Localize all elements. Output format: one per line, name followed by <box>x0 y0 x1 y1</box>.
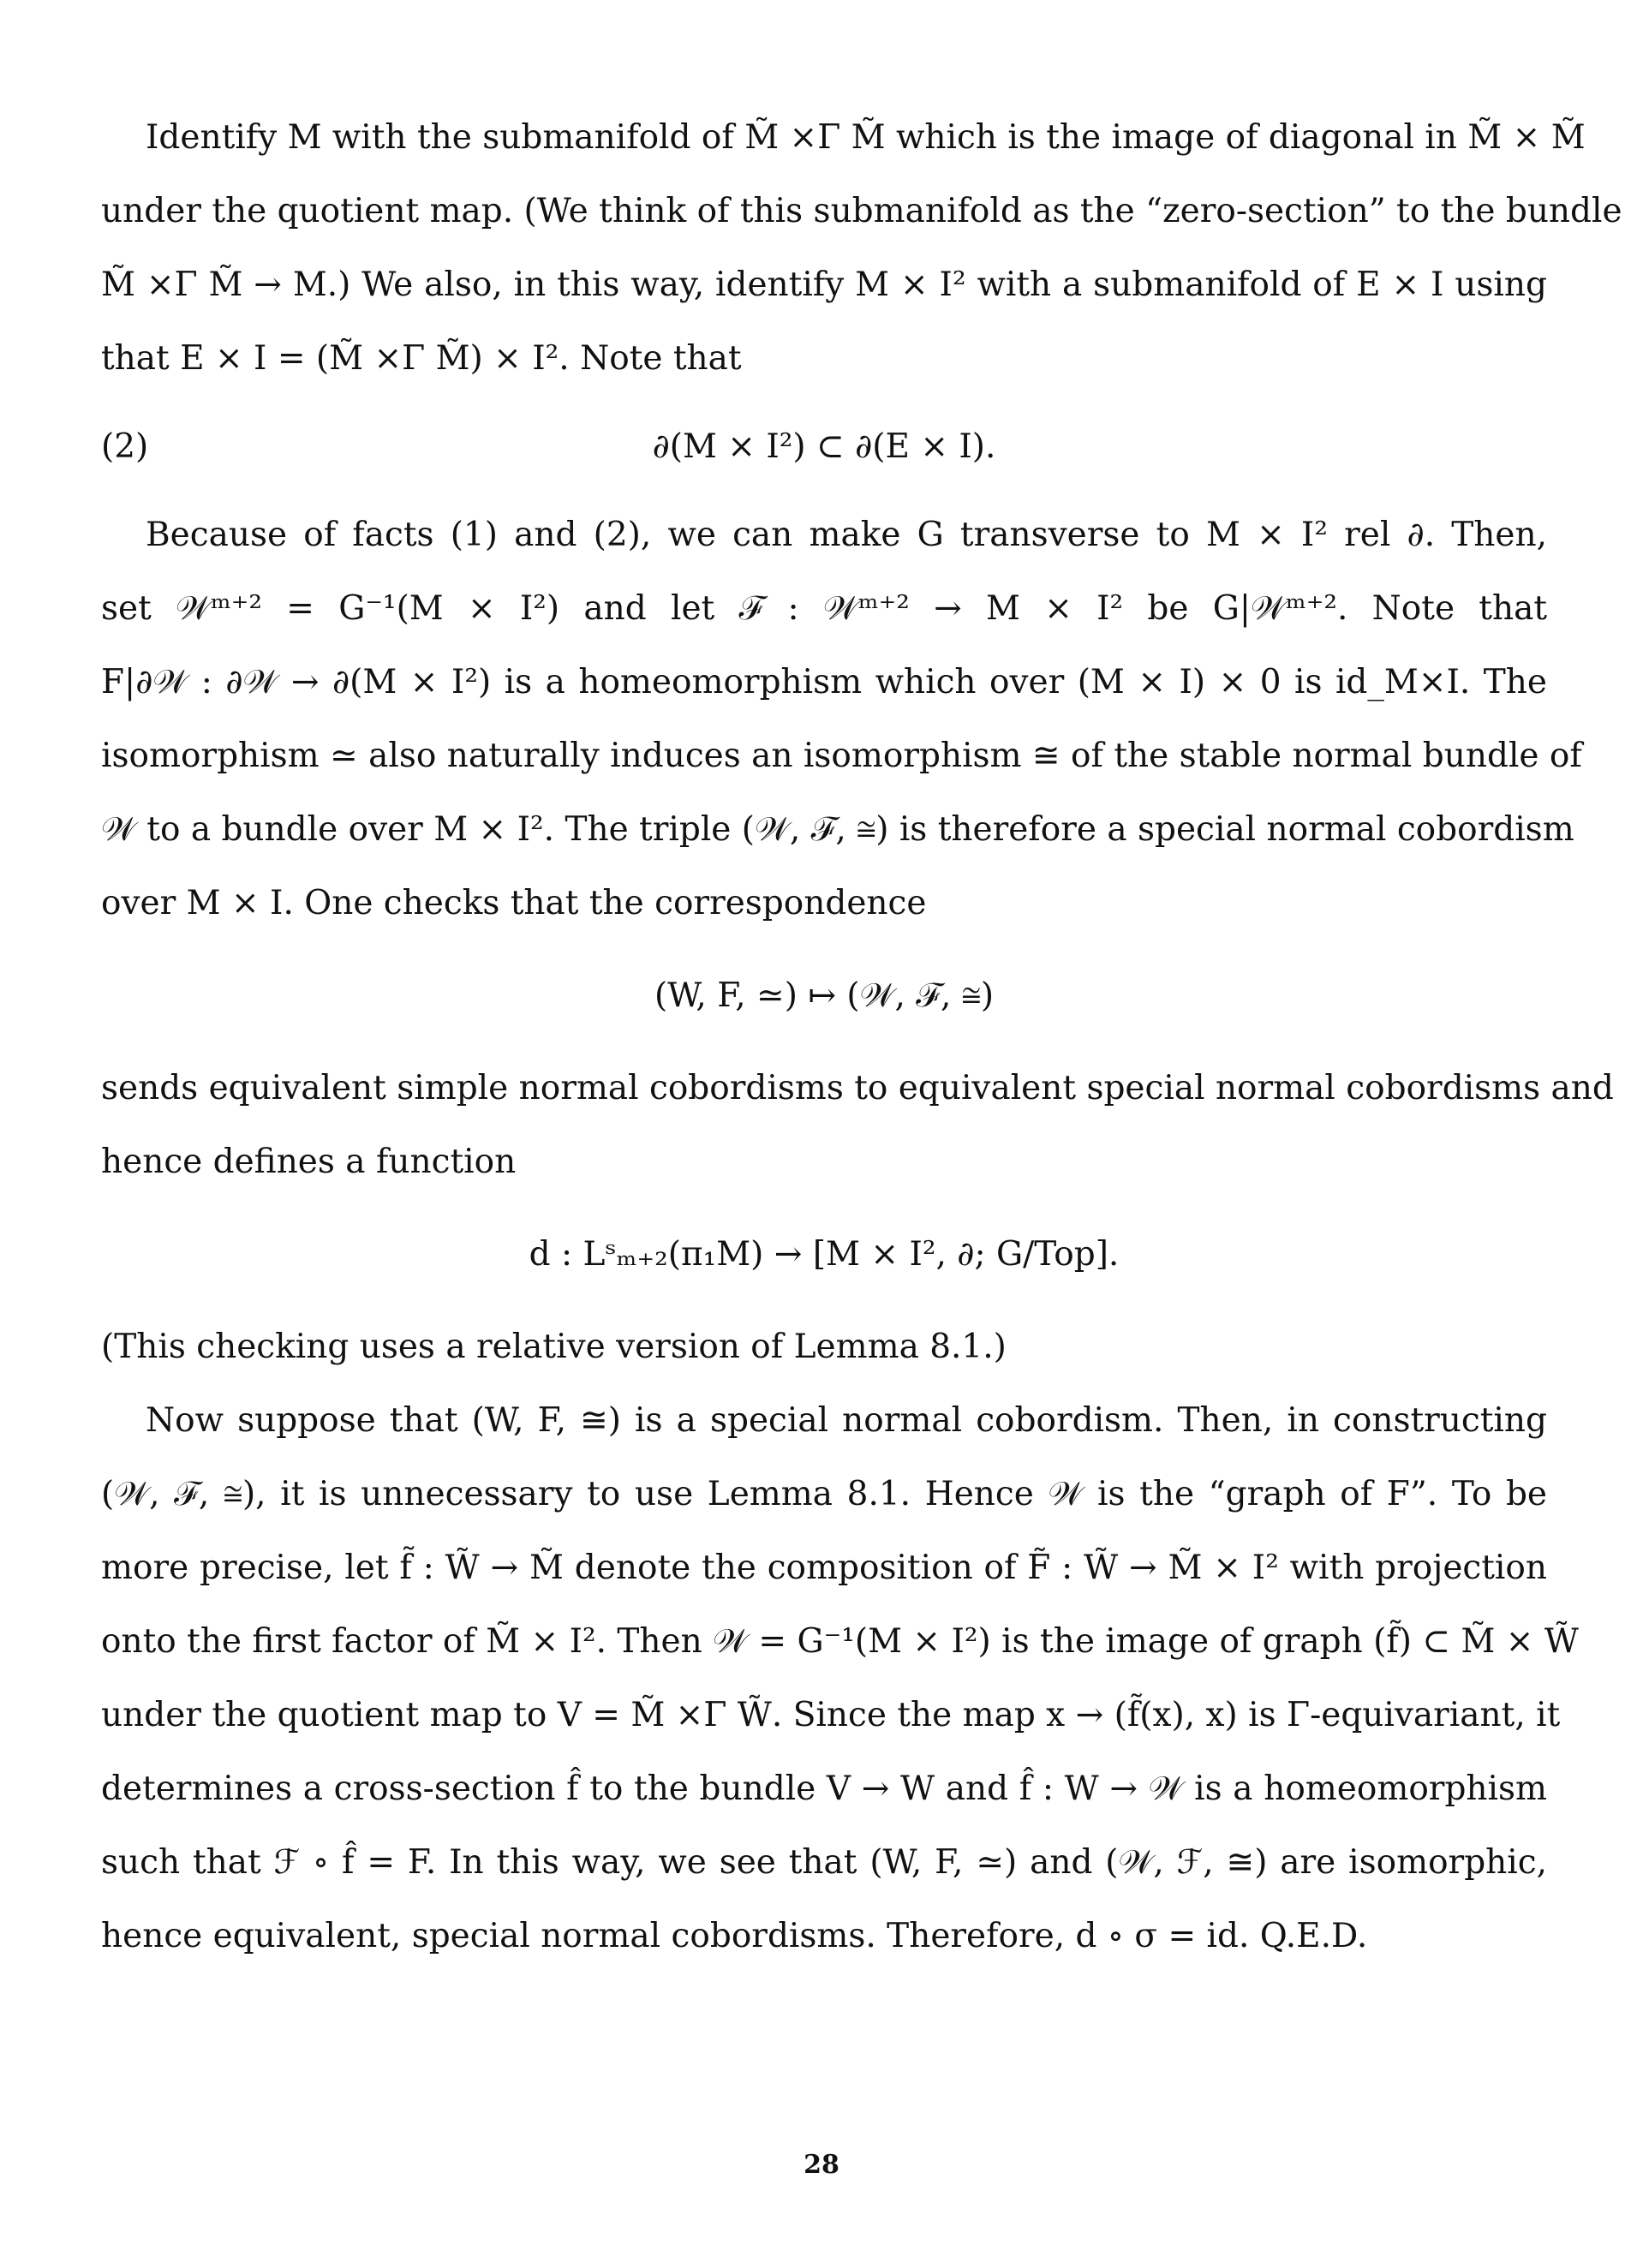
text-line: hence equivalent, special normal cobordisms. Therefore, d ∘ σ = id. Q.E.D. <box>101 1917 1368 1955</box>
display-function-d: d : Lˢₘ₊₂(π₁M) → [M × I², ∂; G/Top]. <box>529 1235 1120 1274</box>
text-line: that E × I = (M̃ ×Γ M̃) × I². Note that <box>101 339 742 378</box>
equation-number: (2) <box>101 427 149 466</box>
text-line: more precise, let f̃ : W̃ → M̃ denote the composition of F̃ : W̃ → M̃ × I² with projection <box>101 1549 1547 1587</box>
text-line: Identify M with the submanifold of M̃ ×Γ M̃ which is the image of diagonal in M̃ × M̃ <box>146 118 1586 157</box>
text-line: 𝒲 to a bundle over M × I². The triple (𝒲, ℱ, ≅) is therefore a special normal cobordism <box>101 810 1574 849</box>
text-line: M̃ ×Γ M̃ → M.) We also, in this way, identify M × I² with a submanifold of E × I using <box>101 266 1547 304</box>
text-line: hence defines a function <box>101 1143 517 1181</box>
display-correspondence: (W, F, ≃) ↦ (𝒲, ℱ, ≅) <box>654 976 995 1015</box>
text-line: under the quotient map to V = M̃ ×Γ W̃. Since the map x → (f̃(x), x) is Γ-equivariant, it <box>101 1696 1561 1734</box>
page-number: 28 <box>804 2150 839 2180</box>
text-line: such that ℱ ∘ f̂ = F. In this way, we see that (W, F, ≃) and (𝒲, ℱ, ≅) are isomorphic, <box>101 1843 1547 1882</box>
paragraph-4 <box>101 1384 1579 1973</box>
text-line: under the quotient map. (We think of this submanifold as the “zero-section” to the bundle <box>101 192 1622 230</box>
paragraph-1 <box>101 101 1622 396</box>
text-line: isomorphism ≃ also naturally induces an isomorphism ≅ of the stable normal bundle of <box>101 737 1582 775</box>
text-line: F|∂𝒲 : ∂𝒲 → ∂(M × I²) is a homeomorphism which over (M × I) × 0 is id_M×I. The <box>101 663 1547 701</box>
paragraph-3 <box>101 1052 1614 1199</box>
note-line: (This checking uses a relative version of Lemma 8.1.) <box>101 1328 1007 1366</box>
text-line: determines a cross-section f̂ to the bundle V → W and f̂ : W → 𝒲 is a homeomorphism <box>101 1770 1547 1808</box>
text-line: over M × I. One checks that the correspondence <box>101 884 927 922</box>
equation-2 <box>101 396 1547 498</box>
text-line: set 𝒲ᵐ⁺² = G⁻¹(M × I²) and let ℱ : 𝒲ᵐ⁺² → M × I² be G|𝒲ᵐ⁺². Note that <box>101 589 1547 628</box>
paragraph-2 <box>101 498 1582 940</box>
page-body <box>101 101 1622 1973</box>
text-line: onto the first factor of M̃ × I². Then 𝒲 = G⁻¹(M × I²) is the image of graph (f̃) ⊂ M̃ × W̃ <box>101 1622 1579 1661</box>
text-line: Now suppose that (W, F, ≅) is a special normal cobordism. Then, in constructing <box>146 1401 1547 1440</box>
text-line: Because of facts (1) and (2), we can make G transverse to M × I² rel ∂. Then, <box>146 516 1547 554</box>
text-line: sends equivalent simple normal cobordisms to equivalent special normal cobordisms and <box>101 1069 1614 1107</box>
text-line: (𝒲, ℱ, ≅), it is unnecessary to use Lemma 8.1. Hence 𝒲 is the “graph of F”. To be <box>101 1475 1547 1513</box>
equation-body: ∂(M × I²) ⊂ ∂(E × I). <box>652 427 996 466</box>
